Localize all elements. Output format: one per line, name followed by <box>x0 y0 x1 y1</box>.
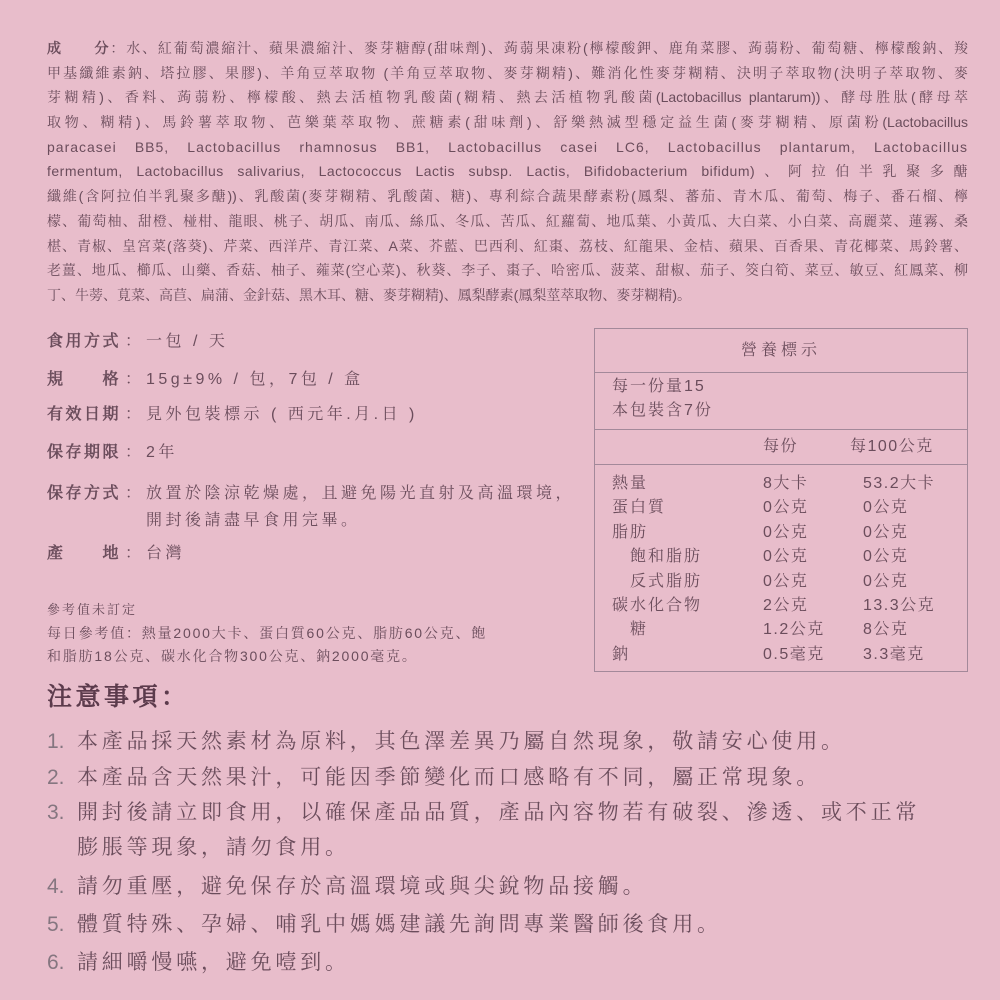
ingredients-line: 老薑、地瓜、櫛瓜、山藥、香菇、柚子、蕹菜(空心菜)、秋葵、李子、棗子、哈密瓜、菠菜、甜椒、茄子、筊白筍、菜豆、敏豆、紅鳳菜、柳 <box>47 262 968 279</box>
nutrient-per-100g: 3.3毫克 <box>863 645 925 663</box>
note-item <box>47 869 647 904</box>
spec-row-expiry <box>47 401 418 428</box>
reference-line: 和脂肪18公克、碳水化合物300公克、鈉2000毫克。 <box>47 648 418 664</box>
nutrition-serving-info <box>595 373 967 430</box>
note-number: 3. <box>47 800 65 824</box>
note-item <box>47 760 821 795</box>
nutrient-per-100g: 0公克 <box>863 572 909 590</box>
nutrient-per-serving: 0公克 <box>763 572 809 590</box>
reference-line: 每日參考值：熱量2000大卡、蛋白質60公克、脂肪60公克、飽 <box>47 624 488 641</box>
spec-separator: ： <box>125 484 142 502</box>
nutrient-per-100g: 13.3公克 <box>863 596 936 614</box>
note-text: 本產品採天然素材為原料，其色澤差異乃屬自然現象，敬請安心使用。 <box>77 729 846 753</box>
note-line <box>47 907 722 942</box>
ingredients-line <box>47 36 968 61</box>
spec-value <box>146 480 575 534</box>
nutrition-row-sugar <box>595 618 967 642</box>
ingredients-line: paracasei BB5, Lactobacillus rhamnosus BB1, Lactobacillus casei LC6, Lactobacillus plantarum, Lactobacillus <box>47 138 968 155</box>
nutrient-name: 飽和脂肪 <box>630 548 703 566</box>
nutrition-title: 營養標示 <box>595 329 967 373</box>
spec-value-line: 開封後請盡早食用完畢。 <box>146 511 361 529</box>
spec-separator: ： <box>125 370 142 388</box>
note-line <box>47 795 920 830</box>
ingredients-label: 成 分 <box>47 40 111 56</box>
nutrient-per-100g: 0公克 <box>863 499 909 517</box>
nutrient-name: 熱量 <box>612 475 649 492</box>
ingredients-text: ：水、紅葡萄濃縮汁、蘋果濃縮汁、麥芽糖醇(甜味劑)、蒟蒻果凍粉(檸檬酸鉀、鹿角菜膠、蒟蒻粉、葡萄糖、檸檬酸鈉、羧 <box>110 40 968 56</box>
spec-value-line: 放置於陰涼乾燥處，且避免陽光直射及高溫環境， <box>146 484 576 502</box>
nutrient-per-serving: 0.5毫克 <box>763 645 825 663</box>
nutrition-table <box>594 328 968 672</box>
note-item <box>47 907 722 942</box>
nutrient-per-serving: 0公克 <box>763 523 809 541</box>
nutrient-per-serving: 0公克 <box>763 548 809 566</box>
column-per-100g: 每100公克 <box>850 438 934 455</box>
nutrient-per-100g: 53.2大卡 <box>863 475 936 492</box>
nutrient-per-100g: 0公克 <box>863 523 909 541</box>
notes-heading: 注意事項： <box>47 683 190 711</box>
spec-separator: ： <box>125 443 142 461</box>
ingredients-line: 取物、糊精)、馬鈴薯萃取物、芭樂葉萃取物、蔗糖素(甜味劑)、舒樂熱滅型穩定益生菌(麥芽糊精、原菌粉(Lactobacillus <box>47 114 968 131</box>
nutrition-row-carbohydrate <box>595 594 967 618</box>
note-text: 請細嚼慢嚥，避免噎到。 <box>77 950 350 974</box>
note-item <box>47 724 846 759</box>
nutrition-row-trans-fat <box>595 570 967 594</box>
spec-separator: ： <box>125 405 142 423</box>
ingredients-section <box>47 36 968 308</box>
note-line <box>47 945 350 980</box>
nutrient-per-serving: 0公克 <box>763 499 809 517</box>
ingredients-line: 纖維(含阿拉伯半乳聚多醣))、乳酸菌(麥芽糊精、乳酸菌、糖)、專利綜合蔬果酵素粉(鳳梨、蕃茄、青木瓜、葡萄、梅子、番石榴、檸 <box>47 188 968 205</box>
reference-title: 參考值未訂定 <box>47 602 138 617</box>
nutrient-per-serving: 8大卡 <box>763 475 809 492</box>
nutrition-row-protein <box>595 496 967 520</box>
serving-size: 每一份量15 <box>612 378 706 395</box>
nutrient-name: 脂肪 <box>612 523 649 541</box>
spec-value: 台灣 <box>146 544 186 562</box>
nutrient-name: 碳水化合物 <box>612 596 703 614</box>
spec-row-usage <box>47 328 228 355</box>
spec-label: 保存方式 <box>47 484 122 502</box>
spec-value: 一包 / 天 <box>146 332 229 350</box>
spec-label: 保存期限 <box>47 443 122 461</box>
spec-label: 規 格 <box>47 370 122 388</box>
nutrient-per-100g: 0公克 <box>863 548 909 566</box>
spec-value: 2年 <box>146 443 178 461</box>
nutrition-header-row <box>595 430 967 465</box>
note-text-continued: 膨脹等現象，請勿食用。 <box>77 835 350 859</box>
nutrition-row-saturated-fat <box>595 545 967 569</box>
note-number: 6. <box>47 950 65 974</box>
note-text: 本產品含天然果汁，可能因季節變化而口感略有不同，屬正常現象。 <box>77 765 821 789</box>
nutrient-per-serving: 2公克 <box>763 596 809 614</box>
ingredients-line: 椹、青椒、皇宮菜(落葵)、芹菜、西洋芹、青江菜、A菜、芥藍、巴西利、紅棗、荔枝、紅龍果、金桔、蘋果、百香果、青花椰菜、馬鈴薯、 <box>47 237 968 254</box>
ingredients-line: 芽糊精)、香料、蒟蒻粉、檸檬酸、熱去活植物乳酸菌(糊精、熱去活植物乳酸菌(Lactobacillus plantarum))、酵母胜肽(酵母萃 <box>47 89 968 106</box>
note-item <box>47 945 350 980</box>
note-text: 體質特殊、孕婦、哺乳中媽媽建議先詢問專業醫師後食用。 <box>77 912 722 936</box>
spec-value: 見外包裝標示 ( 西元年.月.日 ) <box>146 405 418 423</box>
nutrition-rows <box>595 465 967 667</box>
nutrition-row-fat <box>595 521 967 545</box>
note-line <box>47 760 821 795</box>
nutrition-row-sodium <box>595 643 967 667</box>
reference-values <box>47 598 487 669</box>
spec-value: 15g±9% / 包，7包 / 盒 <box>146 370 364 388</box>
ingredients-line: 檬、葡萄柚、甜橙、椪柑、龍眼、桃子、胡瓜、南瓜、絲瓜、冬瓜、苦瓜、紅蘿蔔、地瓜葉、小黃瓜、大白菜、小白菜、高麗菜、蓮霧、桑 <box>47 212 968 229</box>
ingredients-line: 丁、牛蒡、莧菜、高苣、扁蒲、金針菇、黑木耳、糖、麥芽糊精)、鳳梨酵素(鳳梨莖萃取物、麥芽糊精)。 <box>47 286 691 303</box>
note-number: 4. <box>47 874 65 898</box>
spec-row-storage <box>47 480 575 534</box>
spec-row-shelf-life <box>47 439 178 466</box>
ingredients-line: fermentum, Lactobacillus salivarius, Lactococcus Lactis subsp. Lactis, Bifidobacterium bifidum)、阿拉伯半乳聚多醣 <box>47 163 968 180</box>
note-item <box>47 795 920 865</box>
nutrient-per-100g: 8公克 <box>863 621 909 639</box>
spec-separator: ： <box>125 544 142 562</box>
ingredients-line: 甲基纖維素鈉、塔拉膠、果膠)、羊角豆萃取物 (羊角豆萃取物、麥芽糊精)、難消化性麥芽糊精、決明子萃取物(決明子萃取物、麥 <box>47 64 968 81</box>
column-per-serving: 每份 <box>763 438 799 455</box>
spec-row-size <box>47 366 364 393</box>
note-line <box>47 869 647 904</box>
nutrient-name: 糖 <box>630 621 649 639</box>
nutrient-name: 鈉 <box>612 645 631 663</box>
nutrition-row-energy <box>595 472 967 496</box>
spec-label: 食用方式 <box>47 332 122 350</box>
nutrient-name: 反式脂肪 <box>630 572 703 590</box>
note-number: 2. <box>47 765 65 789</box>
note-number: 5. <box>47 912 65 936</box>
note-number: 1. <box>47 729 65 753</box>
spec-separator: ： <box>125 332 142 350</box>
note-text: 開封後請立即食用，以確保產品品質，產品內容物若有破裂、滲透、或不正常 <box>77 800 921 824</box>
nutrient-per-serving: 1.2公克 <box>763 621 825 639</box>
note-text: 請勿重壓，避免保存於高溫環境或與尖銳物品接觸。 <box>77 874 648 898</box>
spec-label: 產 地 <box>47 544 122 562</box>
nutrient-name: 蛋白質 <box>612 499 667 517</box>
spec-row-origin <box>47 540 185 567</box>
note-line <box>47 724 846 759</box>
servings-per-package: 本包裝含7份 <box>612 402 713 419</box>
spec-label: 有效日期 <box>47 405 122 423</box>
